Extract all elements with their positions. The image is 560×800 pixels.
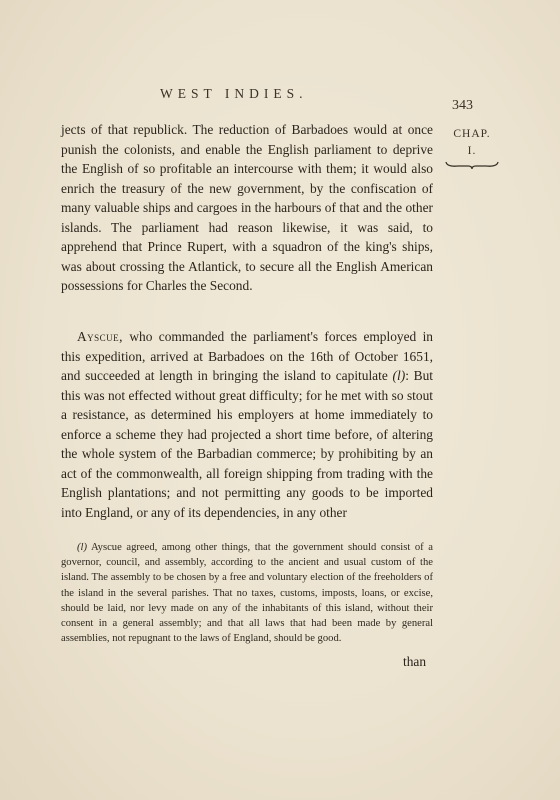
paragraph: jects of that republick. The reduction of Barbadoes would at once punish the colonists, and enable the English parliament to deprive the English of so profitable an intercourse with them; it would also enrich the treasury of the new government, by the confiscation of many valuable ships and cargoes in the harbours of that and the other islands. The parliament had reason likewise, it was said, to apprehend that Prince Rupert, with a squadron of the king's ships, was about crossing the Atlantick, to secure all the English American possessions for Charles the Second.: [61, 122, 433, 293]
footnote-text: Ayscue agreed, among other things, that the government should consist of a governor, council, and assembly, according to the ancient and usual custom of the island. The assembly to be chosen by a free and voluntary election of the freeholders of the island in the several parishes. That no taxes, customs, imposts, loans, or excise, should be laid, nor levy made on any of the inhabitants of this island, without their consent in a general assembly; and that all laws that had been made by general assemblies, not repugnant to the laws of England, should be good.: [61, 542, 433, 645]
chapter-label: CHAP.: [453, 128, 491, 140]
running-head: WEST INDIES.: [160, 86, 308, 101]
page-number: 343: [452, 98, 473, 113]
footnote-reference: (l): [392, 368, 406, 383]
paragraph-lead-name: Ayscue,: [77, 329, 124, 344]
chapter-number: I.: [467, 145, 477, 157]
chapter-margin-note: [442, 126, 502, 170]
catchword: than: [403, 654, 427, 669]
brace-ornament-icon: [444, 160, 500, 170]
footnote-marker: (l): [77, 542, 87, 553]
footnote: [61, 540, 433, 646]
paragraph: [61, 327, 433, 522]
paragraph-text: : But this was not effected without great difficulty; for he met with so stout a resistance, as determined his employers at home immediately to enforce a scheme they had projected a short time before, of altering the whole system of the Barbadian commerce; by prohibiting by an act of the commonwealth, all foreign shipping from trading with the English plantations; and not permitting any goods to be imported into England, or any of its dependencies, in any other: [61, 368, 434, 520]
paragraph-text: who commanded the parliament's forces employed in this expedition, arrived at Barbadoes on the 16th of October 1651, and succeeded at length in bringing the island to capitulate: [61, 329, 433, 383]
